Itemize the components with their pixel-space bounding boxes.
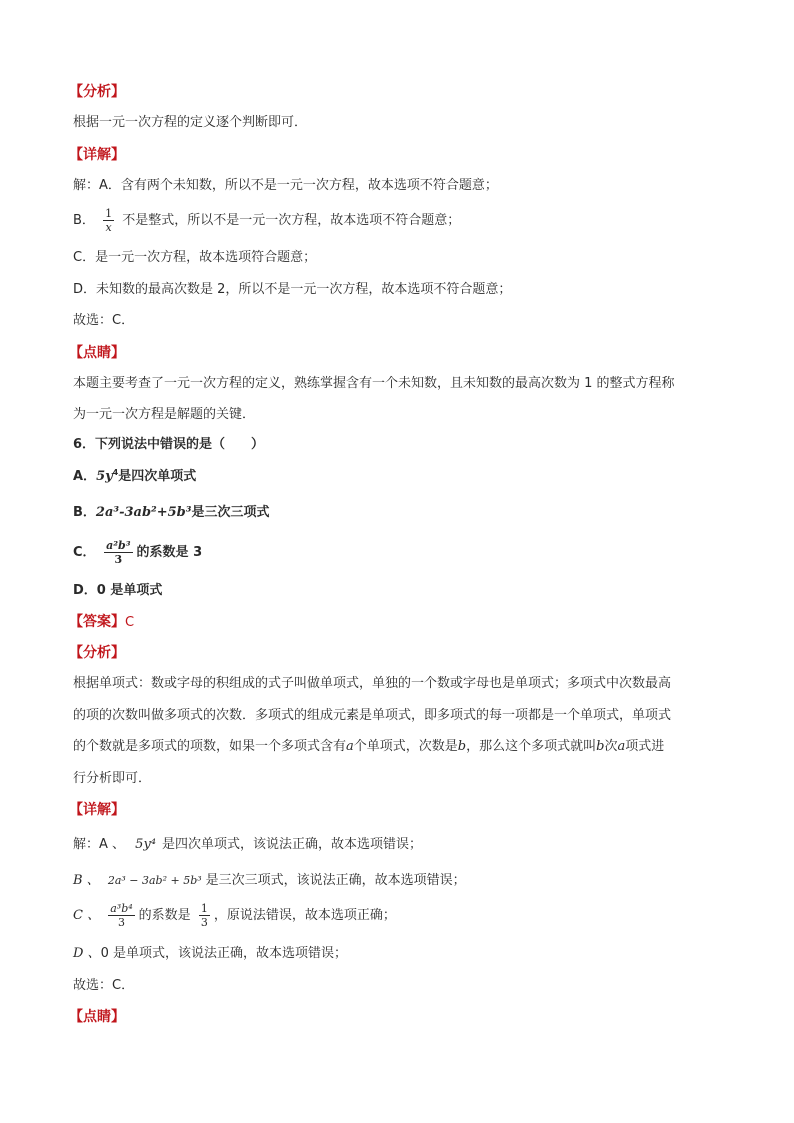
fraction-denominator: x	[105, 221, 112, 234]
comment-heading-2: 【点睛】	[69, 1009, 125, 1025]
analysis-heading-2: 【分析】	[69, 645, 125, 661]
option-a-math: 5y	[96, 469, 113, 484]
detail-2-c-numerator: a³b⁴	[110, 902, 133, 915]
option-b-label: B．	[73, 505, 96, 520]
question-6-option-a	[73, 467, 196, 487]
option-a-text: 是四次单项式	[118, 469, 197, 484]
analysis-line-3a: 的个数就是多项式的项数，如果一个多项式含有	[73, 739, 347, 754]
detail-heading-1: 【详解】	[69, 147, 125, 163]
question-6-option-b	[73, 503, 269, 523]
detail-2-line-d	[73, 944, 347, 964]
detail-2-line-b	[73, 871, 466, 891]
detail-2-c-fraction	[108, 903, 134, 928]
detail-2-a-math: 5y⁴	[135, 837, 156, 852]
analysis-line-3	[73, 737, 664, 757]
fraction-1-over-x	[103, 208, 114, 233]
detail-2-d-text: 0 是单项式，该说法正确，故本选项错误；	[100, 946, 347, 961]
detail-heading-2: 【详解】	[69, 802, 125, 818]
var-a-2: a	[617, 739, 626, 754]
answer-line	[69, 612, 135, 633]
detail-line-d: D．未知数的最高次数是 2，所以不是一元一次方程，故本选项不符合题意；	[73, 282, 512, 297]
detail-2-c-text: ，原说法错误，故本选项正确；	[213, 908, 396, 923]
detail-2-b-text: 是三次三项式，该说法正确，故本选项错误；	[205, 873, 466, 888]
detail-2-c-denominator: 3	[117, 916, 125, 929]
option-c-denominator: 3	[114, 553, 123, 566]
var-b-2: b	[596, 739, 605, 754]
analysis-line-3d: 次	[604, 739, 618, 754]
one-third-numerator: 1	[200, 902, 208, 915]
analysis-heading-1: 【分析】	[69, 84, 125, 100]
detail-line-c: C．是一元一次方程，故本选项符合题意；	[73, 250, 317, 265]
option-c-numerator: a²b³	[106, 539, 131, 552]
analysis-line-4: 行分析即可．	[73, 771, 152, 786]
option-c-text: 的系数是 3	[136, 545, 203, 560]
fraction-numerator: 1	[105, 207, 113, 220]
analysis-line-2: 的项的次数叫做多项式的次数．多项式的组成元素是单项式，即多项式的每一项都是一个单项式，单项式	[73, 708, 672, 723]
detail-2-line-a	[73, 835, 422, 855]
answer-heading: 【答案】	[69, 614, 125, 630]
detail-line-a: 解：A．含有两个未知数，所以不是一元一次方程，故本选项不符合题意；	[73, 178, 498, 193]
question-6-stem: 6．下列说法中错误的是（ ）	[73, 437, 265, 452]
analysis-line-3e: 项式进	[625, 739, 665, 754]
analysis-line-3c: ，那么这个多项式就叫	[466, 739, 597, 754]
choice-line-1: 故选：C．	[73, 313, 135, 328]
comment-line-1: 本题主要考查了一元一次方程的定义，熟练掌握含有一个未知数，且未知数的最高次数为 1 的整式方程称	[73, 376, 675, 391]
option-a-exponent: 4	[112, 468, 119, 477]
detail-2-a-prefix: 解：A 、	[73, 837, 126, 852]
comment-heading-1: 【点睛】	[69, 345, 125, 361]
detail-line-b	[73, 207, 460, 235]
question-6-option-c	[73, 538, 202, 568]
detail-2-b-prefix: B 、	[73, 873, 100, 888]
one-third-fraction	[199, 903, 210, 928]
option-b-text: 是三次三项式	[191, 505, 270, 520]
option-b-math: 2a³-3ab²+5b³	[95, 505, 192, 520]
detail-2-c-prefix: C 、	[73, 908, 101, 923]
one-third-denominator: 3	[200, 916, 208, 929]
analysis-text-1: 根据一元一次方程的定义逐个判断即可．	[73, 115, 308, 130]
detail-2-b-math: 2a³ − 3ab² + 5b³	[107, 874, 202, 887]
option-c-label: C．	[73, 545, 96, 560]
analysis-line-1: 根据单项式：数或字母的积组成的式子叫做单项式，单独的一个数或字母也是单项式；多项式中次数最高	[73, 676, 672, 691]
analysis-line-3b: 个单项式，次数是	[353, 739, 458, 754]
option-a-label: A．	[73, 469, 97, 484]
detail-2-c-mid: 的系数是	[138, 908, 191, 923]
detail-2-line-c	[73, 901, 396, 931]
var-a-1: a	[346, 739, 354, 754]
comment-line-2: 为一元一次方程是解题的关键．	[73, 407, 256, 422]
choice-line-2: 故选：C．	[73, 978, 135, 993]
detail-line-b-label: B．	[73, 213, 95, 228]
option-c-fraction	[104, 540, 132, 565]
detail-line-b-text: 不是整式，所以不是一元一次方程，故本选项不符合题意；	[122, 213, 461, 228]
detail-2-d-prefix: D 、	[73, 946, 101, 961]
question-6-option-d: D．0 是单项式	[73, 583, 163, 598]
answer-value: C	[125, 615, 135, 630]
detail-2-a-text: 是四次单项式，该说法正确，故本选项错误；	[162, 837, 423, 852]
var-b-1: b	[457, 739, 467, 754]
